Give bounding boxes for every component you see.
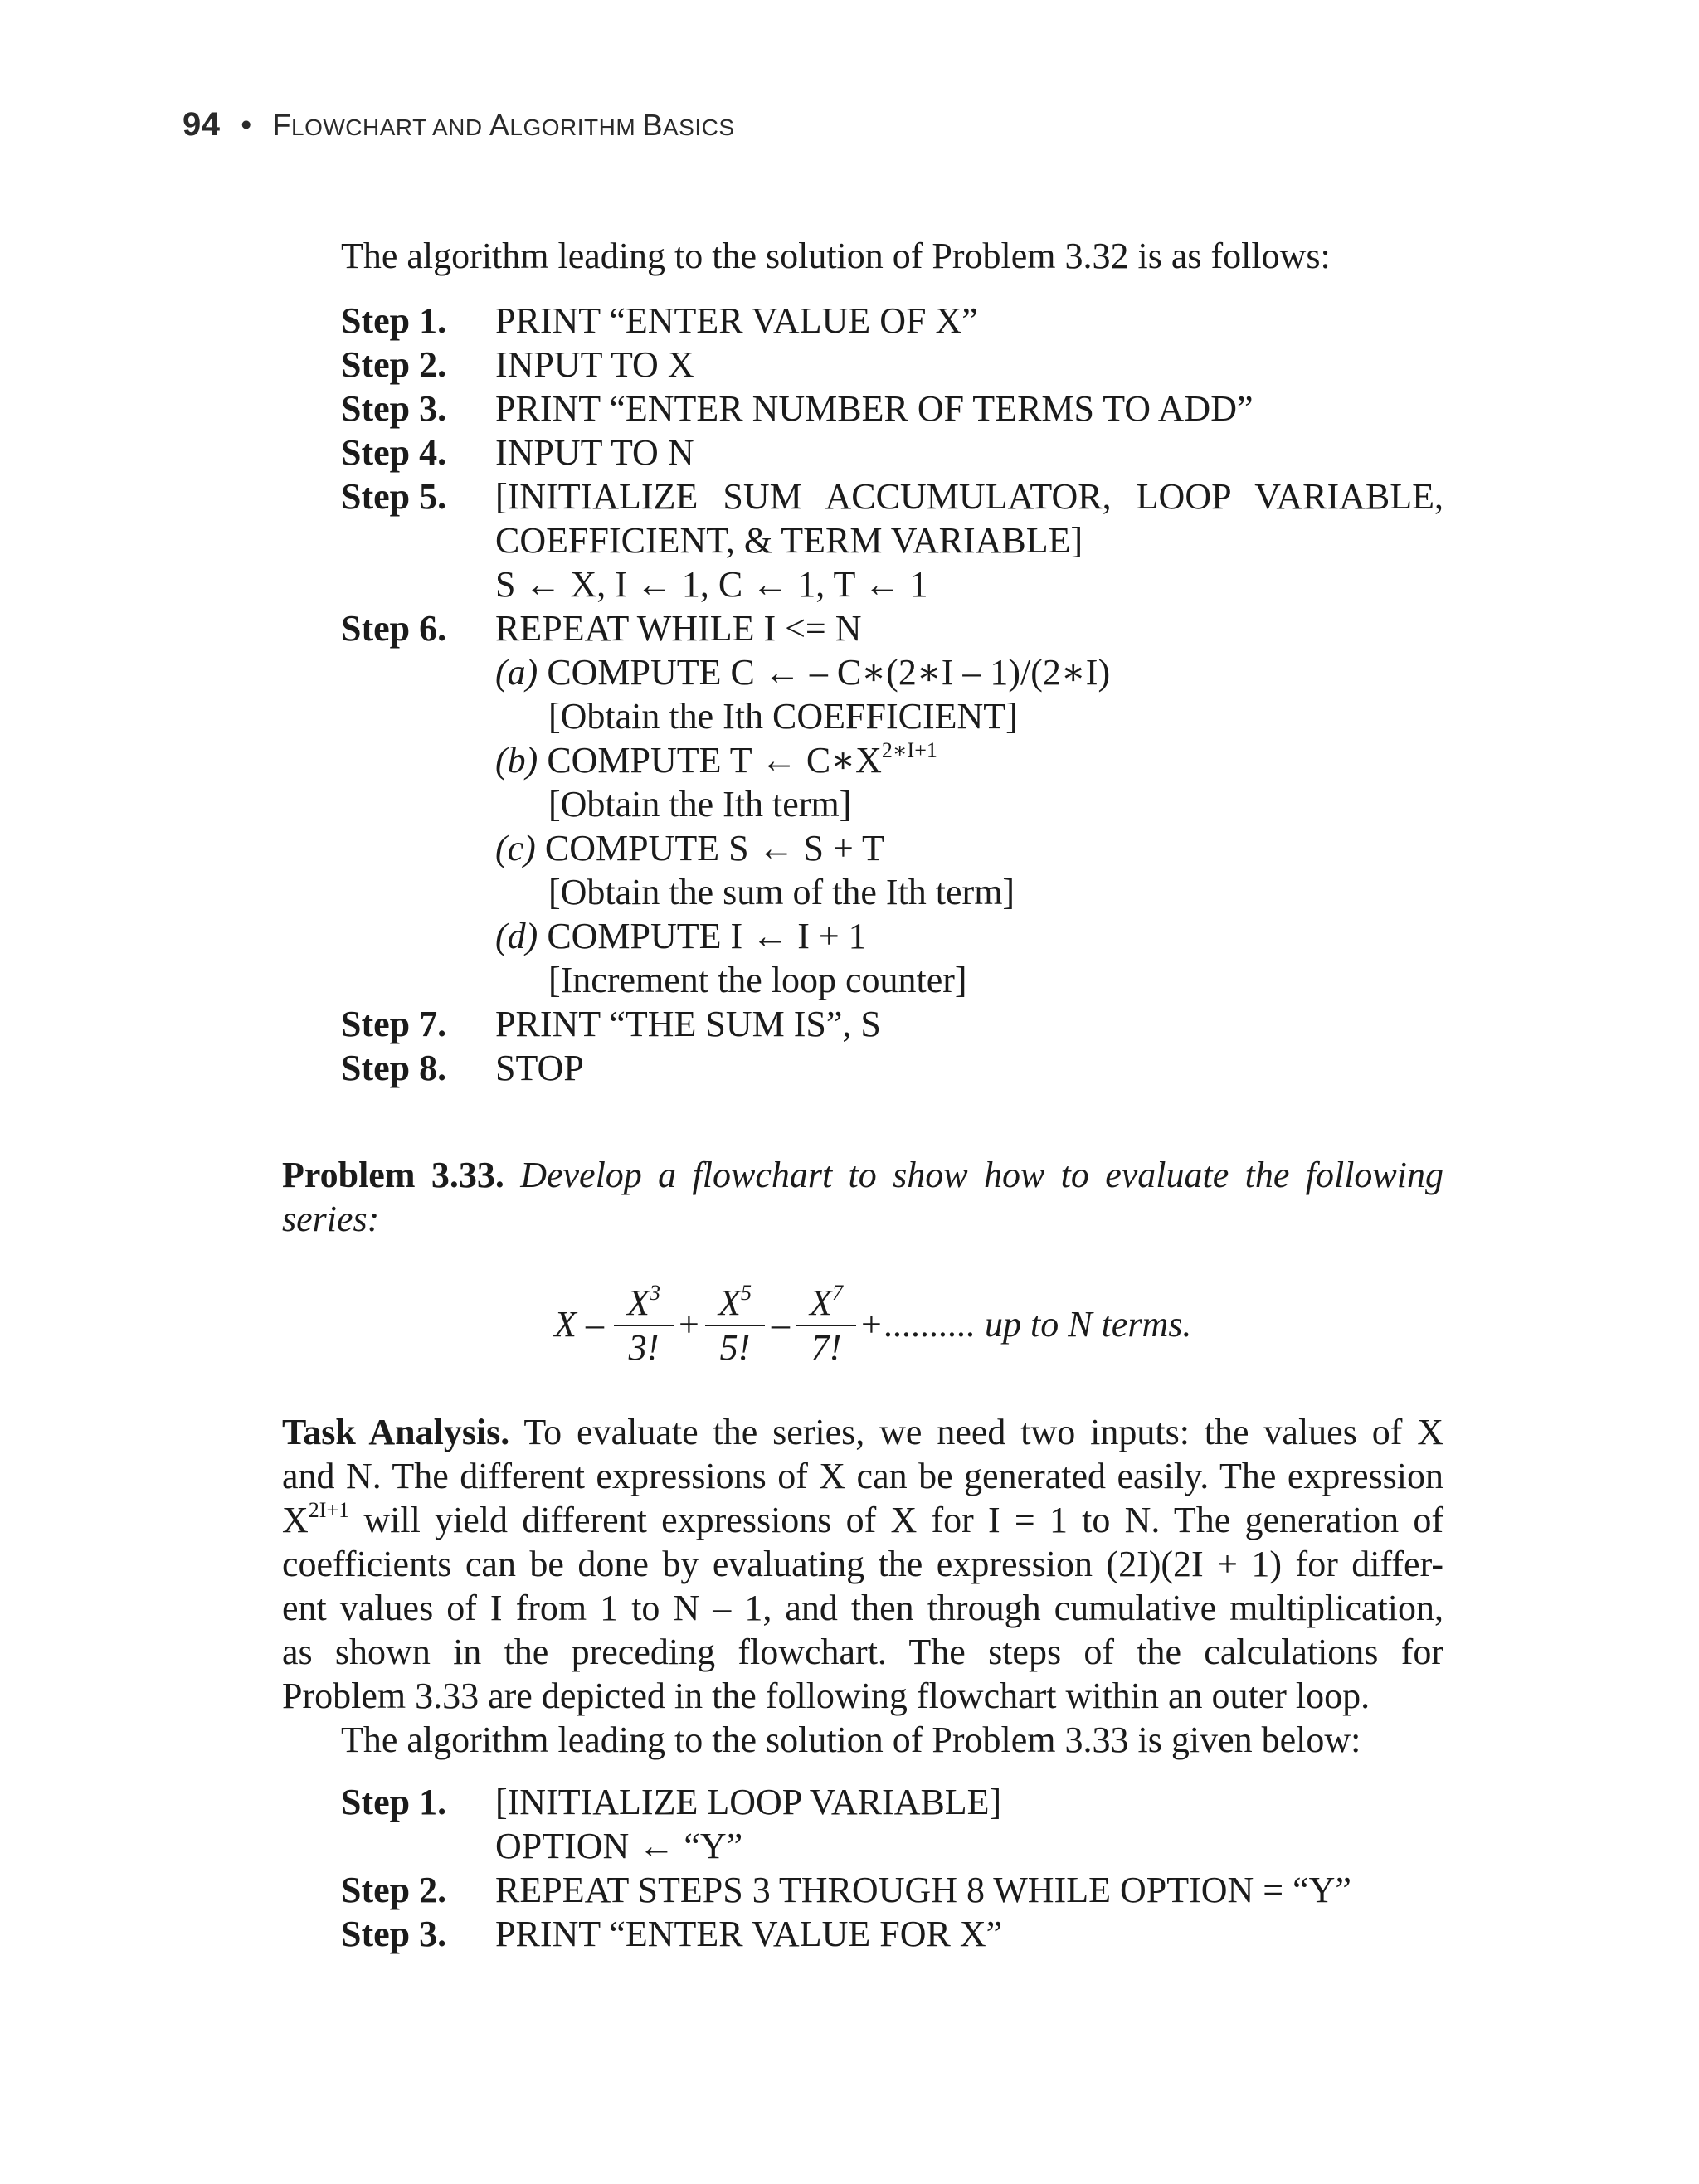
task-analysis-line: as shown in the preceding flowchart. The steps of the calculations for xyxy=(282,1632,1443,1672)
header-title: FLOWCHART AND ALGORITHM BASICS xyxy=(272,108,735,142)
substep: (d) COMPUTE I ← I + 1 xyxy=(495,916,867,956)
intro-332: The algorithm leading to the solution of Problem 3.32 is as follows: xyxy=(341,236,1331,276)
formula-tail: .......... up to N terms. xyxy=(884,1304,1192,1345)
step-text: PRINT “THE SUM IS”, S xyxy=(495,1004,881,1044)
step-text: [INITIALIZE SUM ACCUMULATOR, LOOP VARIABLE, xyxy=(495,476,1443,517)
task-analysis-line: Task Analysis. To evaluate the series, we need two inputs: the values of X xyxy=(282,1412,1443,1452)
task-analysis-line: and N. The different expressions of X can be generated easily. The expression xyxy=(282,1456,1443,1496)
step-label: Step 2. xyxy=(341,1870,447,1910)
step-text: PRINT “ENTER VALUE OF X” xyxy=(495,300,978,341)
step-text-cont: OPTION ← “Y” xyxy=(495,1826,743,1866)
page-number: 94 xyxy=(183,106,221,143)
substep-note: [Obtain the sum of the Ith term] xyxy=(548,872,1015,912)
step-text: STOP xyxy=(495,1048,584,1088)
step-label: Step 4. xyxy=(341,432,447,473)
substep-note: [Obtain the Ith COEFFICIENT] xyxy=(548,696,1018,737)
step-text-cont: S ← X, I ← 1, C ← 1, T ← 1 xyxy=(495,564,928,605)
step-text: REPEAT STEPS 3 THROUGH 8 WHILE OPTION = “Y” xyxy=(495,1870,1351,1910)
step-text: INPUT TO N xyxy=(495,432,694,473)
running-header xyxy=(183,106,735,143)
step-text: INPUT TO X xyxy=(495,344,694,385)
formula-operator: – xyxy=(772,1304,790,1345)
problem-statement: Problem 3.33. Develop a flowchart to show how to evaluate the following xyxy=(282,1155,1443,1195)
task-analysis-line: ent values of I from 1 to N – 1, and then through cumulative multiplication, xyxy=(282,1588,1443,1628)
step-text-cont: COEFFICIENT, & TERM VARIABLE] xyxy=(495,520,1083,561)
task-analysis-line: Problem 3.33 are depicted in the following flowchart within an outer loop. xyxy=(282,1676,1370,1716)
series-formula xyxy=(554,1273,1192,1381)
substep: (a) COMPUTE C ← – C∗(2∗I – 1)/(2∗I) xyxy=(495,652,1111,693)
step-text: PRINT “ENTER VALUE FOR X” xyxy=(495,1914,1003,1954)
step-label: Step 1. xyxy=(341,300,447,341)
task-analysis-line: coefficients can be done by evaluating the expression (2I)(2I + 1) for differ- xyxy=(282,1544,1443,1584)
formula-fraction: $X^3$ 3! xyxy=(612,1282,675,1369)
step-text: PRINT “ENTER NUMBER OF TERMS TO ADD” xyxy=(495,388,1254,429)
step-label: Step 2. xyxy=(341,344,447,385)
step-text: REPEAT WHILE I <= N xyxy=(495,608,862,649)
formula-x: X xyxy=(554,1304,577,1345)
formula-operator: + xyxy=(679,1304,699,1345)
step-label: Step 5. xyxy=(341,476,447,517)
substep: (c) COMPUTE S ← S + T xyxy=(495,828,884,868)
step-label: Step 3. xyxy=(341,1914,447,1954)
formula-fraction: $X^7$ 7! xyxy=(795,1282,858,1369)
step-label: Step 1. xyxy=(341,1782,447,1822)
task-analysis-line: $X^{2I+1}$ will yield different expressions of X for I = 1 to N. The generation of xyxy=(282,1498,1444,1540)
step-label: Step 8. xyxy=(341,1048,447,1088)
step-text: [INITIALIZE LOOP VARIABLE] xyxy=(495,1782,1002,1822)
step-label: Step 3. xyxy=(341,388,447,429)
substep-note: [Increment the loop counter] xyxy=(548,960,967,1000)
step-label: Step 6. xyxy=(341,608,447,649)
formula-operator: – xyxy=(586,1304,604,1345)
formula-fraction: $X^5$ 5! xyxy=(703,1282,767,1369)
step-label: Step 7. xyxy=(341,1004,447,1044)
problem-statement-cont: series: xyxy=(282,1199,380,1239)
formula-operator: + xyxy=(861,1304,882,1345)
intro-333: The algorithm leading to the solution of Problem 3.33 is given below: xyxy=(341,1719,1361,1760)
header-bullet: • xyxy=(241,108,252,142)
substep: (b) COMPUTE T ← $C∗X^{2∗I+1}$ xyxy=(495,738,937,781)
substep-note: [Obtain the Ith term] xyxy=(548,784,852,824)
